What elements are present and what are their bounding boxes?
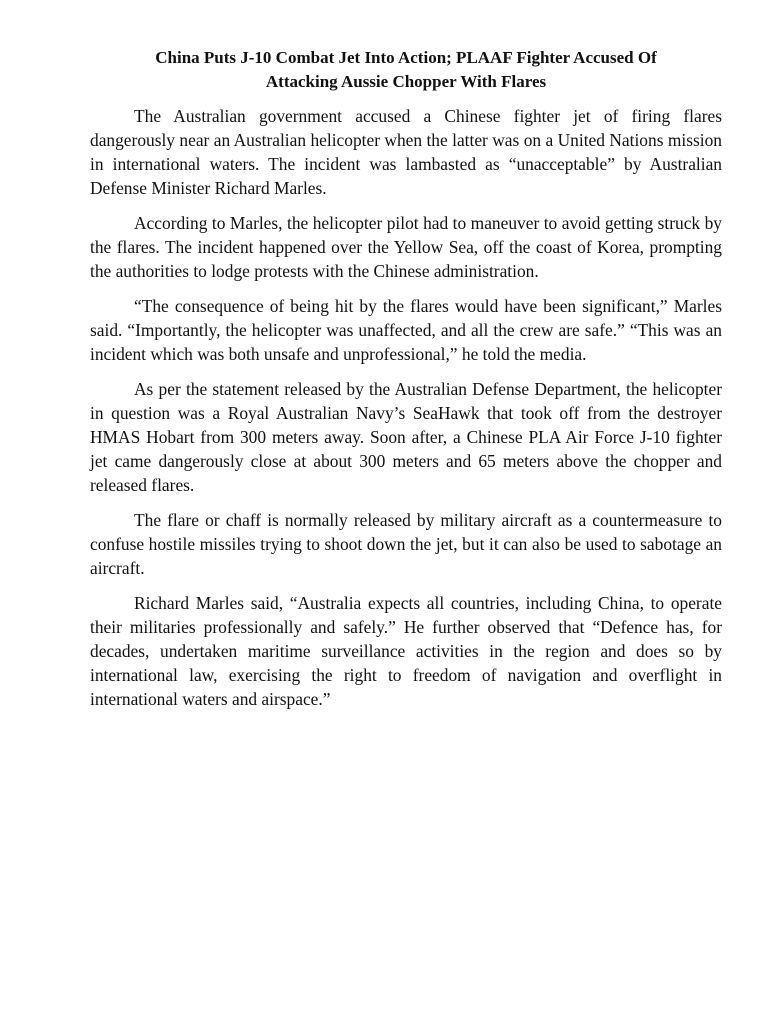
article-title-line-1: China Puts J-10 Combat Jet Into Action; PLAAF Fighter Accused Of	[155, 48, 657, 67]
paragraph-2: According to Marles, the helicopter pilot had to maneuver to avoid getting struck by the flares. The incident happened over the Yellow Sea, off the coast of Korea, prompting the authorities to lodge protests with the Chinese administration.	[90, 213, 722, 281]
article-title-line-2: Attacking Aussie Chopper With Flares	[265, 72, 547, 91]
paragraph-5: The flare or chaff is normally released by military aircraft as a countermeasure to confuse hostile missiles trying to shoot down the jet, but it can also be used to sabotage an aircraft.	[90, 510, 722, 578]
paragraph-3: “The consequence of being hit by the flares would have been significant,” Marles said. “Importantly, the helicopter was unaffected, and all the crew are safe.” “This was an incident which was both unsafe and unprofessional,” he told the media.	[90, 296, 722, 364]
paragraph-4: As per the statement released by the Australian Defense Department, the helicopter in question was a Royal Australian Navy’s SeaHawk that took off from the destroyer HMAS Hobart from 300 meters away. Soon after, a Chinese PLA Air Force J-10 fighter jet came dangerously close at about 300 meters and 65 meters above the chopper and released flares.	[90, 379, 722, 495]
paragraph-1: The Australian government accused a Chinese fighter jet of firing flares dangerously near an Australian helicopter when the latter was on a United Nations mission in international waters. The incident was lambasted as “unacceptable” by Australian Defense Minister Richard Marles.	[90, 106, 722, 198]
article-title	[90, 46, 722, 94]
document-page	[90, 46, 722, 722]
paragraph-6: Richard Marles said, “Australia expects all countries, including China, to operate their militaries professionally and safely.” He further observed that “Defence has, for decades, undertaken maritime surveillance activities in the region and does so by international law, exercising the right to freedom of navigation and overflight in international waters and airspace.”	[90, 593, 722, 709]
